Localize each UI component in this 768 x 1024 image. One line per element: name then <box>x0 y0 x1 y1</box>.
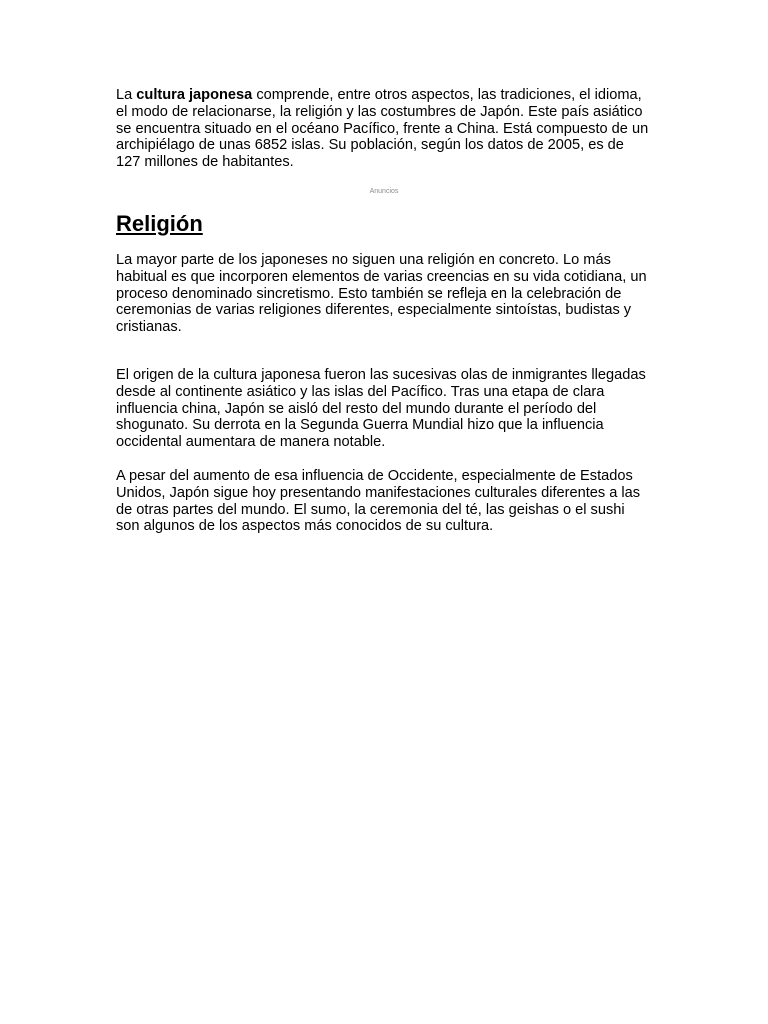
document-page <box>116 87 652 535</box>
influence-paragraph: A pesar del aumento de esa influencia de Occidente, especialmente de Estados Unidos, Japón sigue hoy presentando manifestaciones culturales diferentes a las de otras partes del mundo. El sumo, la ceremonia del té, las geishas o el sushi son algunos de los aspectos más conocidos de su cultura. <box>116 467 641 535</box>
origin-paragraph: El origen de la cultura japonesa fueron las sucesivas olas de inmigrantes llegadas desde al continente asiático y las islas del Pacífico. Tras una etapa de clara influencia china, Japón se aisló del resto del mundo durante el período del shogunato. Su derrota en la Segunda Guerra Mundial hizo que la influencia occidental aumentara de manera notable. <box>116 366 646 451</box>
ad-label: Anuncios <box>369 187 399 195</box>
intro-paragraph <box>116 87 652 171</box>
section-heading: Religión <box>116 210 203 236</box>
religion-paragraph: La mayor parte de los japoneses no siguen una religión en concreto. Lo más habitual es que incorporen elementos de varias creencias en su vida cotidiana, un proceso denominado sincretismo. Esto también se refleja en la celebración de ceremonias de varias religiones diferentes, especialmente sintoístas, budistas y cristianas. <box>116 251 647 336</box>
intro-lead: La <box>116 87 137 103</box>
intro-bold-term: cultura japonesa <box>136 87 253 103</box>
intro-rest: comprende, entre otros aspectos, las tradiciones, el idioma, el modo de relacionarse, la religión y las costumbres de Japón. Este país asiático se encuentra situado en el océano Pacífico, frente a China. Está compuesto de un archipiélago de unas 6852 islas. Su población, según los datos de 2005, es de 127 millones de habitantes. <box>116 87 649 171</box>
